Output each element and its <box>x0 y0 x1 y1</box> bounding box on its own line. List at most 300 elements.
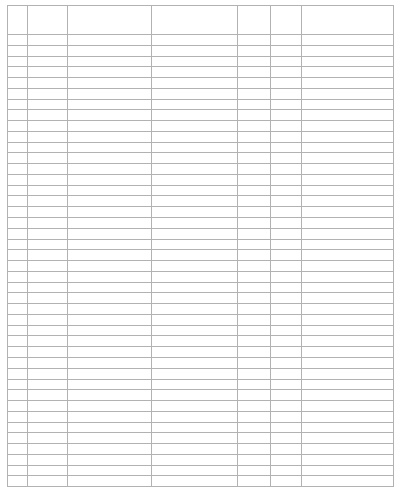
table-cell <box>302 250 394 261</box>
table-cell <box>302 401 394 412</box>
table-cell <box>271 476 302 487</box>
table-cell <box>271 465 302 476</box>
table-cell <box>238 379 271 390</box>
table-cell <box>238 67 271 78</box>
table-cell <box>28 218 68 229</box>
table-cell <box>152 433 238 444</box>
table-row <box>8 293 394 304</box>
table-row <box>8 476 394 487</box>
table-cell <box>28 207 68 218</box>
table-cell <box>152 271 238 282</box>
table-cell <box>28 110 68 121</box>
table-cell <box>68 142 152 153</box>
table-cell <box>271 121 302 132</box>
table-cell <box>152 121 238 132</box>
table-cell <box>271 185 302 196</box>
table-row <box>8 185 394 196</box>
table-cell <box>152 304 238 315</box>
table-cell <box>302 228 394 239</box>
table-cell <box>271 228 302 239</box>
column-header <box>8 6 28 35</box>
table-cell <box>271 454 302 465</box>
table-cell <box>271 142 302 153</box>
table-cell <box>152 465 238 476</box>
column-header <box>68 6 152 35</box>
table-cell <box>68 444 152 455</box>
table-cell <box>28 142 68 153</box>
table-row <box>8 196 394 207</box>
table-cell <box>271 261 302 272</box>
table-cell <box>302 282 394 293</box>
table-cell <box>271 153 302 164</box>
table-cell <box>8 261 28 272</box>
table-cell <box>152 314 238 325</box>
table-cell <box>152 131 238 142</box>
table-cell <box>28 271 68 282</box>
table-cell <box>8 56 28 67</box>
table-cell <box>302 433 394 444</box>
table-cell <box>271 444 302 455</box>
table-cell <box>68 153 152 164</box>
column-header <box>28 6 68 35</box>
table-cell <box>271 390 302 401</box>
table-cell <box>68 261 152 272</box>
table-cell <box>302 454 394 465</box>
table-row <box>8 454 394 465</box>
table-row <box>8 35 394 46</box>
table-cell <box>28 250 68 261</box>
table-cell <box>238 196 271 207</box>
table-cell <box>28 444 68 455</box>
table-cell <box>8 347 28 358</box>
table-row <box>8 368 394 379</box>
table-cell <box>68 368 152 379</box>
table-cell <box>302 261 394 272</box>
table-cell <box>68 401 152 412</box>
table-cell <box>68 207 152 218</box>
table-cell <box>8 218 28 229</box>
table-cell <box>28 411 68 422</box>
table-row <box>8 304 394 315</box>
table-cell <box>152 196 238 207</box>
table-cell <box>152 207 238 218</box>
table-cell <box>68 78 152 89</box>
table-cell <box>8 153 28 164</box>
table-cell <box>302 153 394 164</box>
table-cell <box>68 250 152 261</box>
table-cell <box>238 250 271 261</box>
table-cell <box>68 304 152 315</box>
table-cell <box>271 35 302 46</box>
table-cell <box>152 67 238 78</box>
table-cell <box>152 56 238 67</box>
table-row <box>8 390 394 401</box>
table-cell <box>152 347 238 358</box>
table-cell <box>28 401 68 412</box>
table-cell <box>8 185 28 196</box>
table-cell <box>28 131 68 142</box>
table-body <box>8 35 394 487</box>
table-cell <box>68 347 152 358</box>
table-cell <box>271 368 302 379</box>
table-cell <box>68 121 152 132</box>
table-cell <box>8 164 28 175</box>
table-row <box>8 347 394 358</box>
table-cell <box>68 174 152 185</box>
table-cell <box>302 325 394 336</box>
table-cell <box>271 304 302 315</box>
table-cell <box>8 476 28 487</box>
table-cell <box>28 465 68 476</box>
table-cell <box>302 422 394 433</box>
table-cell <box>238 131 271 142</box>
table-cell <box>302 239 394 250</box>
table-cell <box>8 401 28 412</box>
table-cell <box>28 347 68 358</box>
table-cell <box>28 476 68 487</box>
table-cell <box>28 304 68 315</box>
table-cell <box>302 218 394 229</box>
table-cell <box>152 476 238 487</box>
table-cell <box>68 390 152 401</box>
table-cell <box>8 379 28 390</box>
table-cell <box>271 218 302 229</box>
column-header <box>238 6 271 35</box>
table-cell <box>238 207 271 218</box>
table-cell <box>271 164 302 175</box>
table-cell <box>238 110 271 121</box>
table-cell <box>302 293 394 304</box>
table-cell <box>238 293 271 304</box>
table-cell <box>28 368 68 379</box>
table-cell <box>68 67 152 78</box>
table-cell <box>8 67 28 78</box>
table-cell <box>271 282 302 293</box>
table-cell <box>28 56 68 67</box>
table-cell <box>152 390 238 401</box>
table-cell <box>271 271 302 282</box>
table-cell <box>8 88 28 99</box>
table-cell <box>271 293 302 304</box>
table-row <box>8 314 394 325</box>
table-cell <box>28 88 68 99</box>
table-cell <box>68 185 152 196</box>
table-cell <box>68 45 152 56</box>
table-cell <box>271 110 302 121</box>
table-cell <box>68 271 152 282</box>
table-cell <box>8 196 28 207</box>
table-cell <box>8 444 28 455</box>
table-cell <box>271 379 302 390</box>
table-row <box>8 78 394 89</box>
table-cell <box>152 282 238 293</box>
table-cell <box>152 325 238 336</box>
table-cell <box>271 314 302 325</box>
table-cell <box>8 121 28 132</box>
table-cell <box>68 239 152 250</box>
table-cell <box>302 142 394 153</box>
table-cell <box>8 454 28 465</box>
table-cell <box>8 131 28 142</box>
table-cell <box>302 121 394 132</box>
table-cell <box>302 304 394 315</box>
table-cell <box>238 271 271 282</box>
table-cell <box>152 357 238 368</box>
table-cell <box>271 411 302 422</box>
table-cell <box>152 239 238 250</box>
table-cell <box>28 336 68 347</box>
table-cell <box>8 336 28 347</box>
table-cell <box>68 35 152 46</box>
table-row <box>8 153 394 164</box>
table-row <box>8 271 394 282</box>
table-cell <box>302 45 394 56</box>
table-cell <box>28 433 68 444</box>
table-cell <box>8 99 28 110</box>
table-cell <box>238 411 271 422</box>
table-cell <box>271 325 302 336</box>
table-cell <box>28 293 68 304</box>
table-row <box>8 336 394 347</box>
table-cell <box>8 411 28 422</box>
table-cell <box>302 99 394 110</box>
table-cell <box>28 261 68 272</box>
table-row <box>8 110 394 121</box>
table-cell <box>271 347 302 358</box>
table-cell <box>8 239 28 250</box>
table-row <box>8 261 394 272</box>
table-row <box>8 411 394 422</box>
table-cell <box>8 314 28 325</box>
awards-table <box>7 5 394 487</box>
table-cell <box>8 390 28 401</box>
table-cell <box>8 78 28 89</box>
table-cell <box>28 239 68 250</box>
table-cell <box>28 99 68 110</box>
table-cell <box>238 476 271 487</box>
table-cell <box>238 433 271 444</box>
table-cell <box>28 67 68 78</box>
table-cell <box>271 78 302 89</box>
table-cell <box>238 35 271 46</box>
table-row <box>8 164 394 175</box>
table-cell <box>28 174 68 185</box>
table-cell <box>271 196 302 207</box>
table-cell <box>68 357 152 368</box>
table-cell <box>302 110 394 121</box>
table-cell <box>28 314 68 325</box>
table-cell <box>152 153 238 164</box>
table-cell <box>271 88 302 99</box>
table-cell <box>8 174 28 185</box>
table-cell <box>271 131 302 142</box>
table-cell <box>28 379 68 390</box>
table-cell <box>238 401 271 412</box>
table-cell <box>28 35 68 46</box>
table-cell <box>28 357 68 368</box>
table-row <box>8 99 394 110</box>
table-cell <box>68 228 152 239</box>
table-cell <box>8 45 28 56</box>
table-cell <box>238 368 271 379</box>
table-cell <box>302 207 394 218</box>
table-cell <box>302 411 394 422</box>
table-cell <box>68 411 152 422</box>
table-cell <box>8 271 28 282</box>
table-row <box>8 228 394 239</box>
table-row <box>8 250 394 261</box>
table-cell <box>68 88 152 99</box>
table-row <box>8 357 394 368</box>
table-cell <box>68 110 152 121</box>
table-cell <box>68 293 152 304</box>
table-cell <box>238 390 271 401</box>
table-cell <box>68 433 152 444</box>
table-row <box>8 67 394 78</box>
table-row <box>8 207 394 218</box>
table-cell <box>8 293 28 304</box>
table-header <box>8 6 394 35</box>
table-cell <box>152 422 238 433</box>
table-cell <box>8 465 28 476</box>
table-cell <box>28 121 68 132</box>
table-cell <box>238 304 271 315</box>
table-cell <box>152 185 238 196</box>
table-cell <box>238 121 271 132</box>
table-cell <box>152 164 238 175</box>
table-cell <box>238 164 271 175</box>
table-cell <box>271 67 302 78</box>
table-cell <box>302 336 394 347</box>
table-cell <box>8 35 28 46</box>
table-cell <box>238 185 271 196</box>
table-cell <box>238 228 271 239</box>
table-cell <box>28 185 68 196</box>
table-cell <box>8 304 28 315</box>
table-cell <box>8 282 28 293</box>
table-cell <box>238 142 271 153</box>
table-cell <box>302 56 394 67</box>
table-cell <box>238 336 271 347</box>
table-cell <box>302 390 394 401</box>
table-cell <box>152 110 238 121</box>
table-cell <box>68 218 152 229</box>
table-cell <box>8 207 28 218</box>
table-cell <box>238 261 271 272</box>
table-cell <box>68 336 152 347</box>
table-cell <box>68 196 152 207</box>
table-row <box>8 88 394 99</box>
table-cell <box>238 88 271 99</box>
table-cell <box>68 465 152 476</box>
table-cell <box>302 67 394 78</box>
table-cell <box>271 422 302 433</box>
table-cell <box>302 35 394 46</box>
table-cell <box>8 433 28 444</box>
table-cell <box>271 357 302 368</box>
table-cell <box>271 174 302 185</box>
table-row <box>8 422 394 433</box>
table-cell <box>238 99 271 110</box>
table-cell <box>8 422 28 433</box>
table-cell <box>68 454 152 465</box>
table-cell <box>271 45 302 56</box>
table-row <box>8 282 394 293</box>
table-cell <box>302 131 394 142</box>
table-row <box>8 325 394 336</box>
table-cell <box>68 325 152 336</box>
table-cell <box>271 401 302 412</box>
table-row <box>8 239 394 250</box>
table-row <box>8 433 394 444</box>
column-header <box>152 6 238 35</box>
table-cell <box>28 45 68 56</box>
table-row <box>8 142 394 153</box>
table-cell <box>271 56 302 67</box>
table-cell <box>302 347 394 358</box>
table-row <box>8 45 394 56</box>
table-cell <box>68 99 152 110</box>
table-cell <box>152 411 238 422</box>
table-cell <box>28 454 68 465</box>
table-cell <box>28 164 68 175</box>
table-cell <box>302 196 394 207</box>
table-cell <box>68 56 152 67</box>
table-cell <box>302 314 394 325</box>
table-cell <box>152 35 238 46</box>
table-cell <box>28 196 68 207</box>
table-cell <box>271 250 302 261</box>
table-cell <box>302 465 394 476</box>
table-row <box>8 121 394 132</box>
table-row <box>8 131 394 142</box>
table-cell <box>68 476 152 487</box>
column-header <box>302 6 394 35</box>
table-cell <box>238 218 271 229</box>
table-cell <box>152 379 238 390</box>
table-cell <box>152 88 238 99</box>
table-cell <box>271 336 302 347</box>
table-cell <box>152 99 238 110</box>
table-cell <box>238 174 271 185</box>
table-cell <box>302 379 394 390</box>
table-cell <box>152 218 238 229</box>
table-cell <box>302 185 394 196</box>
column-header <box>271 6 302 35</box>
table-cell <box>28 282 68 293</box>
table-cell <box>238 282 271 293</box>
table-cell <box>302 88 394 99</box>
table-cell <box>152 228 238 239</box>
table-cell <box>302 357 394 368</box>
table-cell <box>238 239 271 250</box>
table-cell <box>8 357 28 368</box>
table-cell <box>68 422 152 433</box>
table-cell <box>238 56 271 67</box>
table-cell <box>271 239 302 250</box>
table-cell <box>68 282 152 293</box>
table-cell <box>8 228 28 239</box>
table-row <box>8 401 394 412</box>
table-row <box>8 444 394 455</box>
table-cell <box>8 110 28 121</box>
table-cell <box>271 99 302 110</box>
table-cell <box>238 357 271 368</box>
table-cell <box>8 325 28 336</box>
table-cell <box>238 465 271 476</box>
table-cell <box>28 78 68 89</box>
table-cell <box>68 131 152 142</box>
